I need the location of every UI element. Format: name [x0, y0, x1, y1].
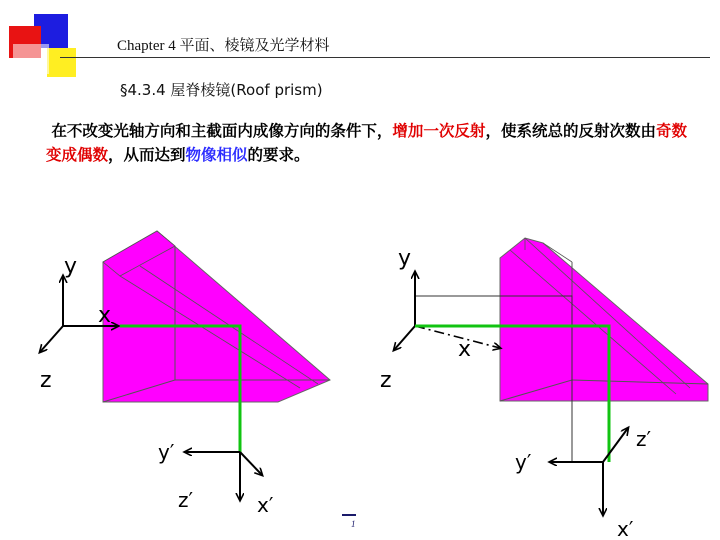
right-output-axes: [515, 427, 651, 540]
right-prism: [500, 238, 708, 401]
right-xprime-label: x′: [617, 517, 634, 540]
body-text-highlight-reflection: 增加一次反射: [392, 122, 486, 140]
left-zprime-label: z′: [178, 488, 194, 512]
chapter-title: Chapter 4 平面、棱镜及光学材料: [117, 38, 330, 54]
right-yprime-label: y′: [515, 450, 532, 474]
right-zprime-axis-arrow: [603, 428, 628, 462]
left-xprime-label: x′: [257, 493, 274, 517]
left-y-label: y: [64, 254, 78, 279]
left-yprime-label: y′: [158, 440, 175, 464]
left-z-axis-arrow: [40, 326, 63, 352]
right-input-axes: [380, 246, 500, 393]
left-output-axes: [158, 440, 274, 517]
body-text-highlight-odd-even: 奇数变成偶数: [46, 122, 687, 164]
left-z-label: z: [40, 368, 52, 393]
right-zprime-label: z′: [636, 427, 652, 451]
right-x-label: x: [458, 337, 472, 362]
body-text-seg3: ，使系统总的反射次数由: [485, 122, 656, 140]
left-prism: [103, 231, 330, 402]
page-mark: 1: [351, 519, 356, 529]
right-z-axis-arrow: [394, 326, 415, 350]
body-text-seg1: 在不改变光轴方向和主截面内成像方向的条件下，: [51, 122, 393, 140]
right-z-label: z: [380, 368, 392, 393]
right-prism-body: [500, 238, 708, 401]
left-xprime-axis-arrow: [240, 452, 262, 475]
body-text-seg7: 的要求。: [247, 146, 310, 164]
body-text-highlight-similar: 物像相似: [185, 146, 248, 164]
section-title: §4.3.4 屋脊棱镜(Roof prism): [120, 81, 323, 99]
left-x-label: x: [98, 303, 112, 328]
right-y-label: y: [398, 246, 412, 271]
body-text-seg5: ，从而达到: [108, 146, 186, 164]
